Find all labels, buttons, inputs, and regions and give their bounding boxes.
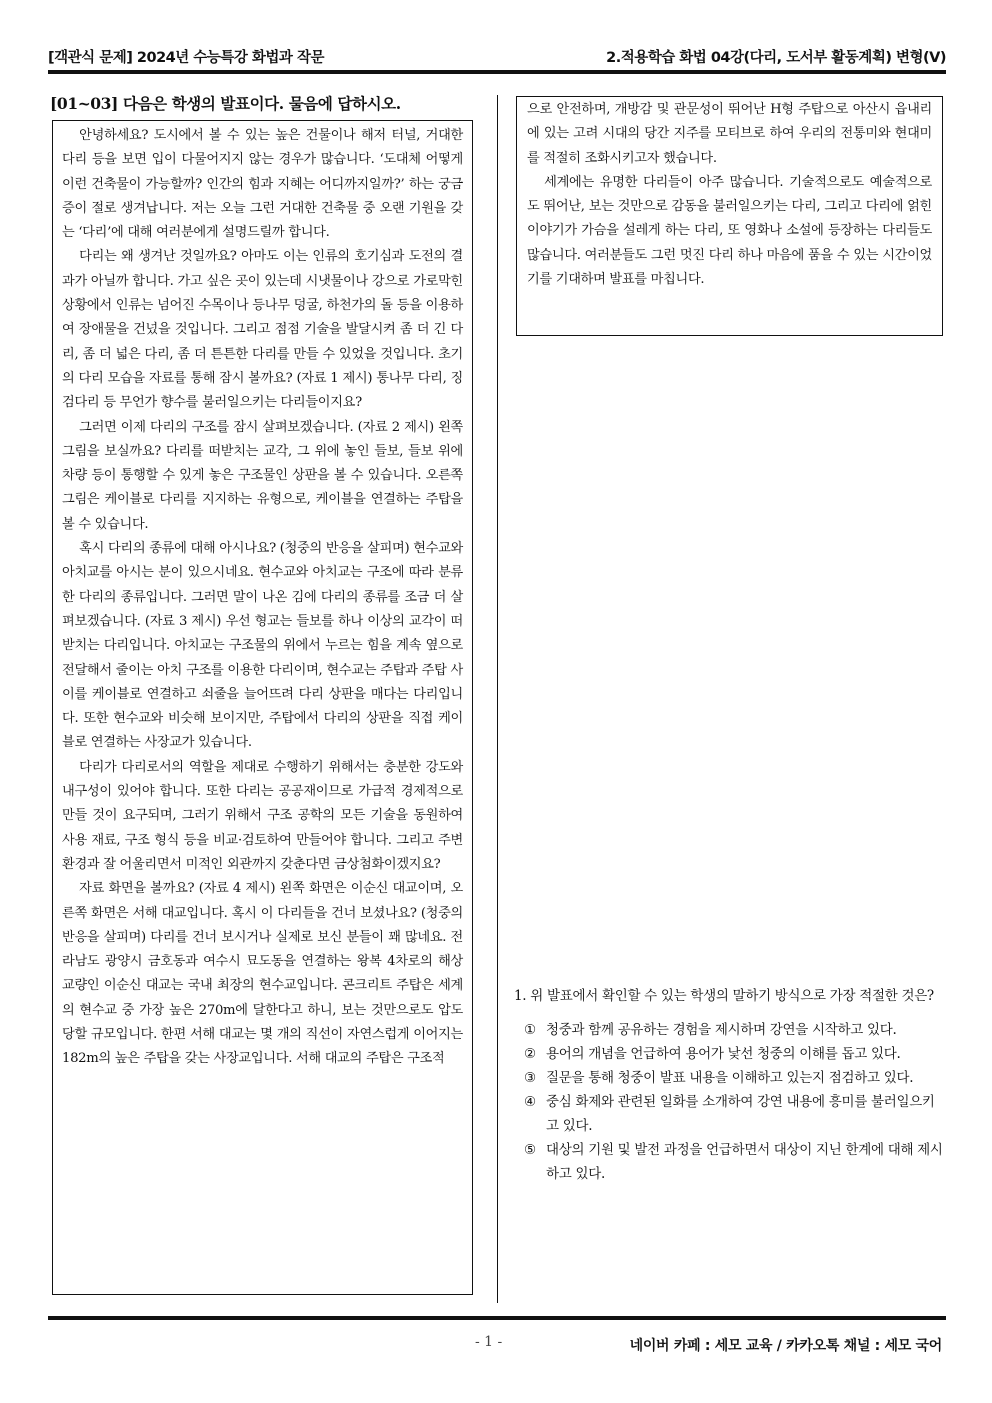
header-left-title: [객관식 문제] 2024년 수능특강 화법과 작문	[48, 50, 324, 66]
passage-paragraph: 안녕하세요? 도시에서 볼 수 있는 높은 건물이나 해저 터널, 거대한 다리 등을 보면 입이 다물어지지 않는 경우가 많습니다. ‘도대체 어떻게 이런 건축물이 가능할까? 인간의 힘과 지혜는 어디까지일까?’ 하는 궁금증이 절로 생겨납니다. 저는 오늘 그런 거대한 건축물 중 오랜 기원을 갖는 ‘다리’에 대해 여러분에게 설명드릴까 합니다.	[62, 128, 463, 241]
passage-paragraph: 자료 화면을 볼까요? (자료 4 제시) 왼쪽 화면은 이순신 대교이며, 오른쪽 화면은 서해 대교입니다. 혹시 이 다리들을 건너 보셨나요? (청중의 반응을 살피며) 다리를 건너 보시거나 실제로 보신 분들이 꽤 많네요. 전라남도 광양시 금호동과 여수시 묘도동을 연결하는 왕복 4차로의 해상 교량인 이순신 대교는 국내 최장의 현수교입니다. 콘크리트 주탑은 세계의 현수교 중 가장 높은 270m에 달한다고 하니, 보는 것만으로도 압도당할 규모입니다. 한편 서해 대교는 몇 개의 직선이 자연스럽게 이어지는 182m의 높은 주탑을 갖는 사장교입니다. 서해 대교의 주탑은 구조적	[62, 881, 463, 1067]
choice-text: 중심 화제와 관련된 일화를 소개하여 강연 내용에 흥미를 불러일으키고 있다.	[546, 1094, 935, 1134]
choice-4[interactable]	[524, 1090, 944, 1138]
page-number: - 1 -	[475, 1334, 503, 1350]
choice-text: 용어의 개념을 언급하여 용어가 낯선 청중의 이해를 돕고 있다.	[546, 1046, 901, 1062]
question-set-title: [01~03] 다음은 학생의 발표이다. 물음에 답하시오.	[50, 94, 401, 113]
passage-box-right	[516, 96, 943, 336]
choice-number: ②	[524, 1046, 536, 1062]
choice-2[interactable]	[524, 1042, 944, 1066]
passage-paragraph: 그러면 이제 다리의 구조를 잠시 살펴보겠습니다. (자료 2 제시) 왼쪽 그림을 보실까요? 다리를 떠받치는 교각, 그 위에 놓인 들보, 들보 위에 차량 등이 통행할 수 있게 놓은 구조물인 상판을 볼 수 있습니다. 오른쪽 그림은 케이블로 다리를 지지하는 유형으로, 케이블을 연결하는 주탑을 볼 수 있습니다.	[62, 419, 463, 532]
choice-text: 대상의 기원 및 발전 과정을 언급하면서 대상이 지닌 한계에 대해 제시하고 있다.	[546, 1142, 943, 1182]
passage-paragraph: 다리는 왜 생겨난 것일까요? 아마도 이는 인류의 호기심과 도전의 결과가 아닐까 합니다. 가고 싶은 곳이 있는데 시냇물이나 강으로 가로막힌 상황에서 인류는 넘어진 수목이나 등나무 덩굴, 하천가의 돌 등을 이용하여 장애물을 건넜을 것입니다. 그리고 점점 기술을 발달시켜 좀 더 긴 다리, 좀 더 넓은 다리, 좀 더 튼튼한 다리를 만들 수 있었을 것입니다. 초기의 다리 모습을 자료를 통해 잠시 볼까요? (자료 1 제시) 통나무 다리, 징검다리 등 무언가 향수를 불러일으키는 다리들이지요?	[62, 249, 463, 411]
header-rule	[48, 70, 946, 74]
footer-rule	[48, 1316, 946, 1320]
choice-3[interactable]	[524, 1066, 944, 1090]
header-right-title: 2.적용학습 화법 04강(다리, 도서부 활동계획) 변형(V)	[606, 50, 946, 66]
choice-5[interactable]	[524, 1138, 944, 1186]
passage-box-left	[52, 120, 473, 1295]
choice-text: 질문을 통해 청중이 발표 내용을 이해하고 있는지 점검하고 있다.	[546, 1070, 914, 1086]
choice-text: 청중과 함께 공유하는 경험을 제시하며 강연을 시작하고 있다.	[546, 1022, 897, 1038]
passage-continuation: 으로 안전하며, 개방감 및 관문성이 뛰어난 H형 주탑으로 아산시 읍내리에 있는 고려 시대의 당간 지주를 모티브로 하여 우리의 전통미와 현대미를 적절히 조화시키고자 했습니다.	[527, 102, 932, 166]
column-divider	[497, 95, 498, 1303]
choice-number: ④	[524, 1094, 536, 1110]
passage-closing: 세계에는 유명한 다리들이 아주 많습니다. 기술적으로도 예술적으로도 뛰어난, 보는 것만으로 감동을 불러일으키는 다리, 그리고 다리에 얽힌 이야기가 가슴을 설레게 하는 다리, 또 영화나 소설에 등장하는 다리들도 많습니다. 여러분들도 그런 멋진 다리 하나 마음에 품을 수 있는 시간이었기를 기대하며 발표를 마칩니다.	[527, 174, 932, 288]
choice-number: ①	[524, 1022, 536, 1038]
choice-number: ③	[524, 1070, 536, 1086]
choice-1[interactable]	[524, 1018, 944, 1042]
passage-paragraph: 혹시 다리의 종류에 대해 아시나요? (청중의 반응을 살피며) 현수교와 아치교를 아시는 분이 있으시네요. 현수교와 아치교는 구조에 따라 분류한 다리의 종류입니다. 그러면 말이 나온 김에 다리의 종류를 조금 더 살펴보겠습니다. (자료 3 제시) 우선 형교는 들보를 하나 이상의 교각이 떠받치는 다리입니다. 아치교는 구조물의 위에서 누르는 힘을 계속 옆으로 전달해서 줄이는 아치 구조를 이용한 다리이며, 현수교는 주탑과 주탑 사이를 케이블로 연결하고 쇠줄을 늘어뜨려 다리 상판을 매다는 다리입니다. 또한 현수교와 비슷해 보이지만, 주탑에서 다리의 상판을 직접 케이블로 연결하는 사장교가 있습니다.	[62, 541, 463, 751]
answer-choices	[514, 1018, 944, 1186]
question-1	[514, 984, 944, 1186]
footer-credit: 네이버 카페 : 세모 교육 / 카카오톡 채널 : 세모 국어	[629, 1338, 942, 1354]
question-stem: 1. 위 발표에서 확인할 수 있는 학생의 말하기 방식으로 가장 적절한 것은?	[514, 988, 934, 1004]
choice-number: ⑤	[524, 1142, 536, 1158]
passage-paragraph: 다리가 다리로서의 역할을 제대로 수행하기 위해서는 충분한 강도와 내구성이 있어야 합니다. 또한 다리는 공공재이므로 가급적 경제적으로 만들 것이 요구되며, 그러기 위해서 구조 공학의 모든 기술을 동원하여 사용 재료, 구조 형식 등을 비교·검토하여 만들어야 합니다. 그리고 주변 환경과 잘 어울리면서 미적인 외관까지 갖춘다면 금상첨화이겠지요?	[62, 759, 463, 872]
